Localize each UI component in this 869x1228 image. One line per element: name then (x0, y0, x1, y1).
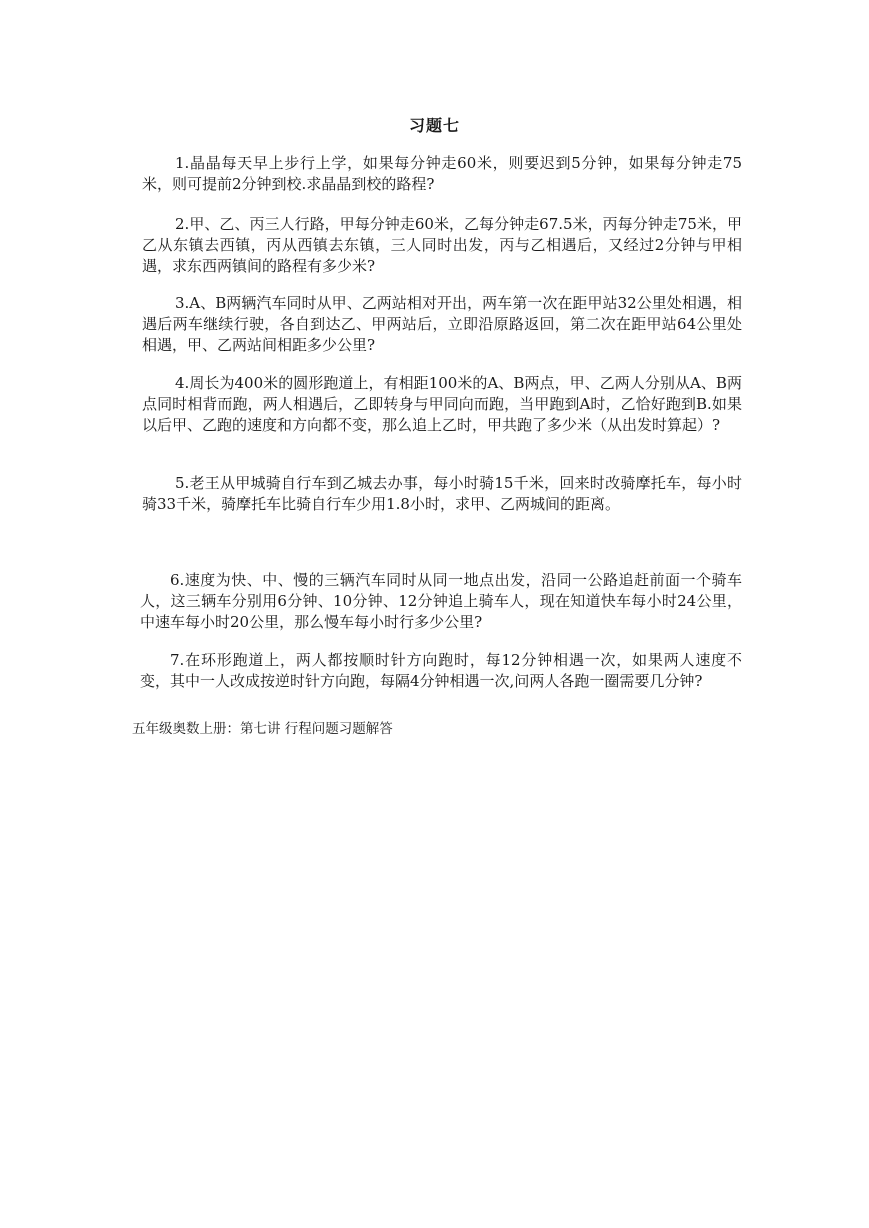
problem-4: 4.周长为400米的圆形跑道上，有相距100米的A、B两点，甲、乙两人分别从A、B两点同时相背而跑，两人相遇后，乙即转身与甲同向而跑，当甲跑到A时，乙恰好跑到B.如果以后甲、乙跑的速度和方向都不变，那么追上乙时，甲共跑了多少米（从出发时算起）? (142, 374, 742, 434)
problem-6: 6.速度为快、中、慢的三辆汽车同时从同一地点出发，沿同一公路追赶前面一个骑车人，这三辆车分别用6分钟、10分钟、12分钟追上骑车人，现在知道快车每小时24公里，中速车每小时20公里，那么慢车每小时行多少公里? (140, 571, 742, 631)
document-title: 习题七 (408, 116, 460, 135)
problem-7: 7.在环形跑道上，两人都按顺时针方向跑时，每12分钟相遇一次，如果两人速度不变，其中一人改成按逆时针方向跑，每隔4分钟相遇一次,问两人各跑一圈需要几分钟? (140, 651, 742, 690)
problem-1: 1.晶晶每天早上步行上学，如果每分钟走60米，则要迟到5分钟，如果每分钟走75米，则可提前2分钟到校.求晶晶到校的路程? (142, 154, 742, 193)
document-footer: 五年级奥数上册：第七讲 行程问题习题解答 (132, 721, 393, 737)
problem-5: 5.老王从甲城骑自行车到乙城去办事，每小时骑15千米，回来时改骑摩托车，每小时骑33千米，骑摩托车比骑自行车少用1.8小时，求甲、乙两城间的距离。 (142, 474, 742, 513)
problem-3: 3.A、B两辆汽车同时从甲、乙两站相对开出，两车第一次在距甲站32公里处相遇，相遇后两车继续行驶，各自到达乙、甲两站后，立即沿原路返回，第二次在距甲站64公里处相遇，甲、乙两站间相距多少公里? (142, 294, 742, 354)
problem-2: 2.甲、乙、丙三人行路，甲每分钟走60米，乙每分钟走67.5米，丙每分钟走75米，甲乙从东镇去西镇，丙从西镇去东镇，三人同时出发，丙与乙相遇后，又经过2分钟与甲相遇，求东西两镇间的路程有多少米? (142, 215, 742, 275)
